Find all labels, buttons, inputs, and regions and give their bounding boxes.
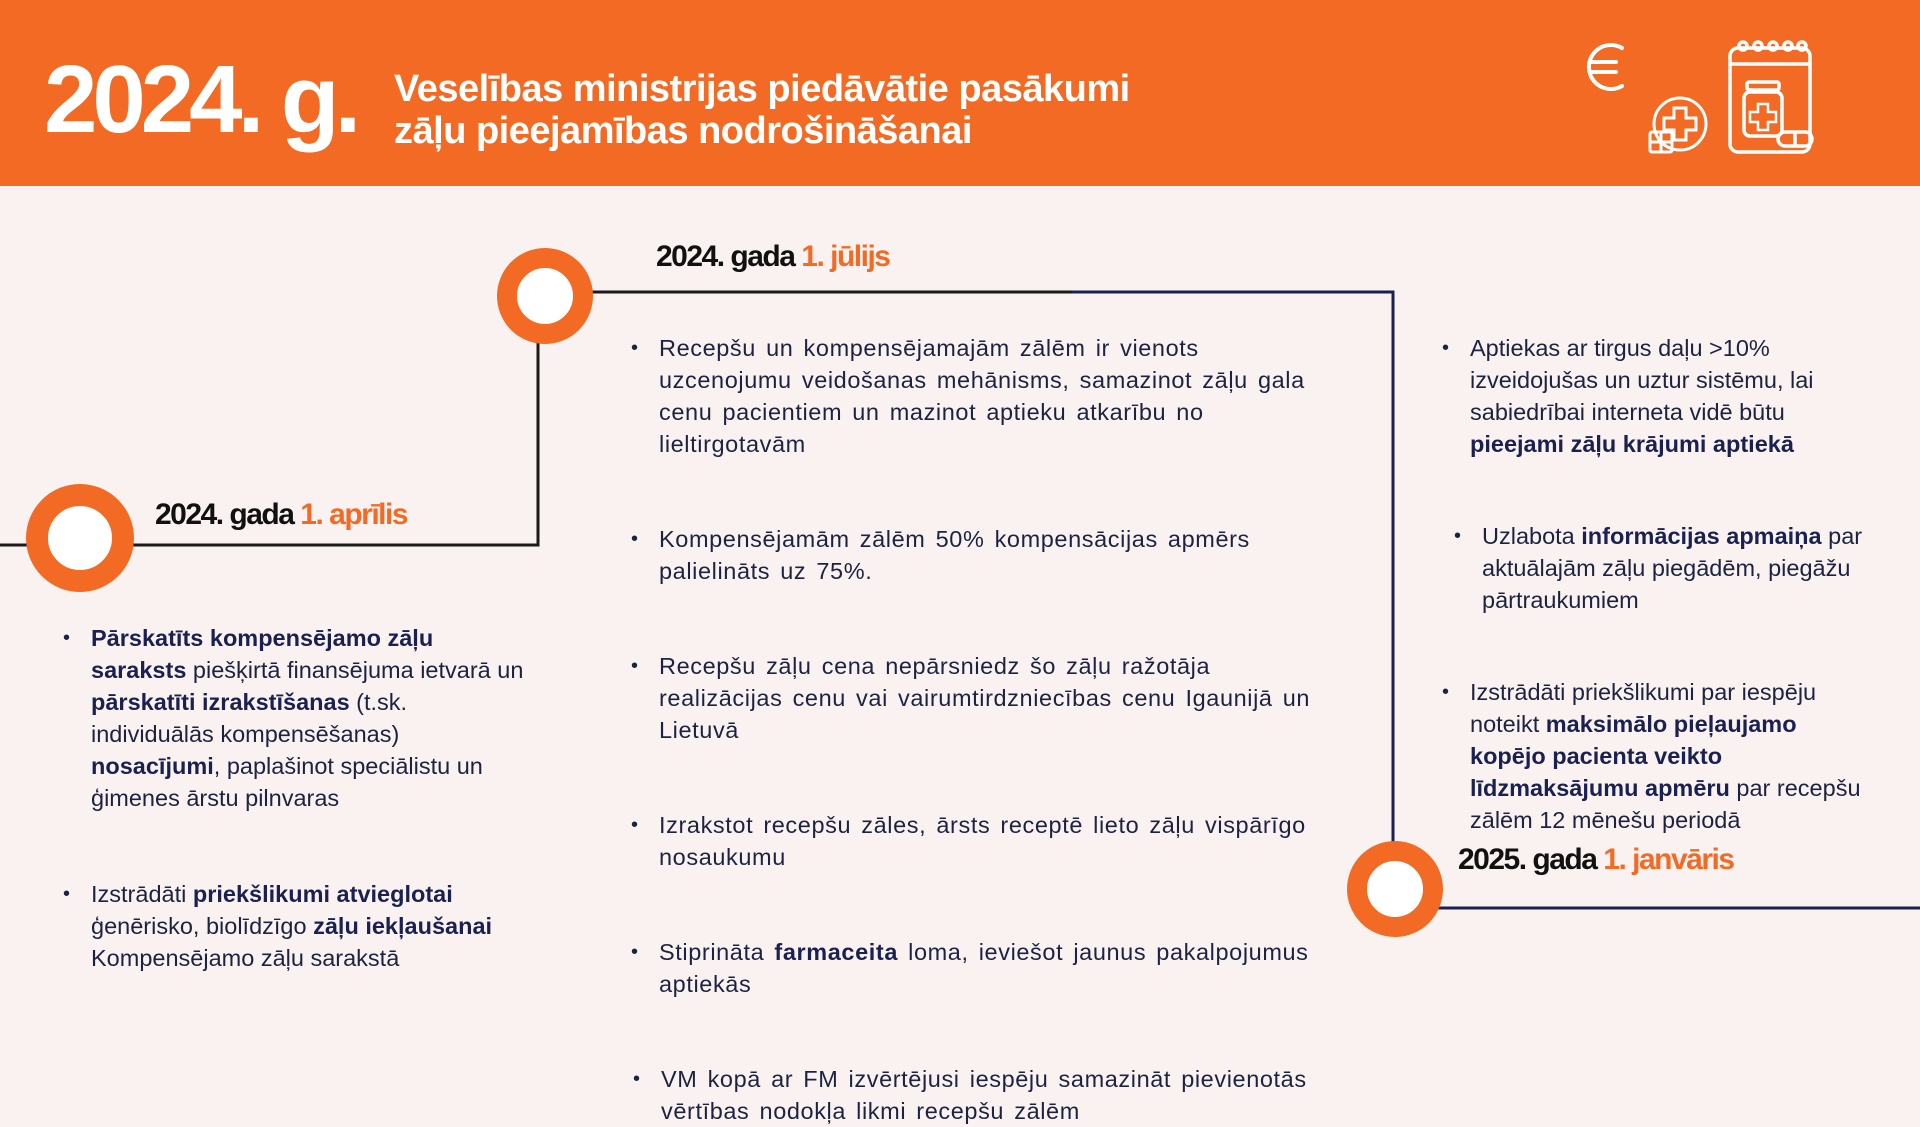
milestone-marker-january	[1357, 851, 1433, 927]
measure-text: ģenērisko, biolīdzīgo	[91, 913, 314, 939]
milestone-marker-july	[507, 258, 583, 334]
measure-text-bold: pārskatīti izrakstīšanas	[91, 689, 350, 715]
measure-text: Kompensējamo zāļu sarakstā	[91, 945, 400, 971]
measure-text: par recepšu zālēm 12 mēnešu periodā	[1470, 775, 1861, 833]
measure-text: Recepšu zāļu cena nepārsniedz šo zāļu ražotāja realizācijas cenu vai vairumtirdzniecības cenu Igaunijā un Lietuvā	[659, 653, 1311, 743]
measure-text: Uzlabota	[1482, 523, 1582, 549]
measure-text: Recepšu un kompensējamajām zālēm ir vienots uzcenojumu veidošanas mehānisms, samazinot zāļu gala cenu pacientiem un mazinot aptieku atkarību no lieltirgotavām	[659, 335, 1305, 457]
milestone-date-july	[656, 240, 890, 274]
measure-item	[631, 332, 1321, 460]
header-bar	[0, 0, 1920, 186]
measure-text-bold: farmaceita	[774, 939, 898, 965]
measure-item	[631, 650, 1321, 746]
measure-item	[1442, 332, 1872, 460]
measure-text-bold: informācijas apmaiņa	[1581, 523, 1822, 549]
title-line-1: Veselības ministrijas piedāvātie pasākumi	[394, 68, 1130, 110]
measure-text: par aktuālajām zāļu piegādēm, piegāžu pārtraukumiem	[1482, 523, 1863, 613]
milestone-date-january	[1458, 843, 1734, 877]
pharmacy-cross-icon	[1650, 98, 1706, 152]
date-highlight: 1. janvāris	[1603, 843, 1734, 876]
measure-item	[63, 878, 533, 974]
milestone-marker-april	[37, 495, 123, 581]
measure-text: Stiprināta	[659, 939, 775, 965]
measure-text: Izstrādāti	[91, 881, 193, 907]
date-highlight: 1. jūlijs	[801, 240, 890, 273]
date-highlight: 1. aprīlis	[300, 498, 408, 531]
page-title	[394, 68, 1130, 152]
measure-text: piešķirtā finansējuma ietvarā un	[186, 657, 524, 683]
measure-text: Izrakstot recepšu zāles, ārsts receptē lieto zāļu vispārīgo nosaukumu	[659, 812, 1306, 870]
date-prefix: 2025. gada	[1458, 843, 1597, 876]
date-prefix: 2024. gada	[155, 498, 294, 531]
measure-text-bold: zāļu iekļaušanai	[313, 913, 493, 939]
measure-item	[633, 1063, 1321, 1127]
milestone-date-april	[155, 498, 407, 532]
measure-item	[631, 523, 1321, 587]
measure-text-bold: nosacījumi	[91, 753, 214, 779]
measure-text: Kompensējamām zālēm 50% kompensācijas apmērs palielināts uz 75%.	[659, 526, 1250, 584]
measure-text: VM kopā ar FM izvērtējusi iespēju samazināt pievienotās vērtības nodokļa likmi recepšu zālēm	[661, 1066, 1307, 1124]
measure-item	[631, 936, 1321, 1000]
measure-text-bold: Pārskatīts kompensējamo zāļu saraksts	[91, 625, 434, 683]
measure-text: loma, ieviešot jaunus pakalpojumus aptiekās	[659, 939, 1309, 997]
measure-text: , paplašinot speciālistu un ģimenes ārstu pilnvaras	[91, 753, 483, 811]
date-prefix: 2024. gada	[656, 240, 795, 273]
header-icons	[1580, 36, 1820, 166]
title-line-2: zāļu pieejamības nodrošināšanai	[394, 110, 972, 152]
measure-text-bold: maksimālo pieļaujamo kopējo pacienta veikto līdzmaksājumu apmēru	[1470, 711, 1797, 801]
measure-item	[63, 622, 533, 814]
measure-text: Aptiekas ar tirgus daļu >10% izveidojušas un uztur sistēmu, lai sabiedrībai interneta vidē būtu	[1470, 335, 1814, 425]
measure-item	[1454, 520, 1872, 616]
july-measures	[631, 332, 1321, 1127]
medicine-calendar-icon	[1730, 42, 1812, 152]
measure-text: (t.sk. individuālās kompensēšanas)	[91, 689, 408, 747]
measure-text-bold: pieejami zāļu krājumi aptiekā	[1470, 431, 1794, 457]
measure-item	[1442, 676, 1872, 836]
measure-text: Izstrādāti priekšlikumi par iespēju noteikt	[1470, 679, 1817, 737]
january-measures	[1442, 332, 1872, 836]
year-heading: 2024. g.	[44, 46, 357, 153]
april-measures	[63, 622, 533, 974]
measure-text-bold: priekšlikumi atvieglotai	[192, 881, 453, 907]
measure-item	[631, 809, 1321, 873]
euro-icon	[1589, 45, 1622, 89]
